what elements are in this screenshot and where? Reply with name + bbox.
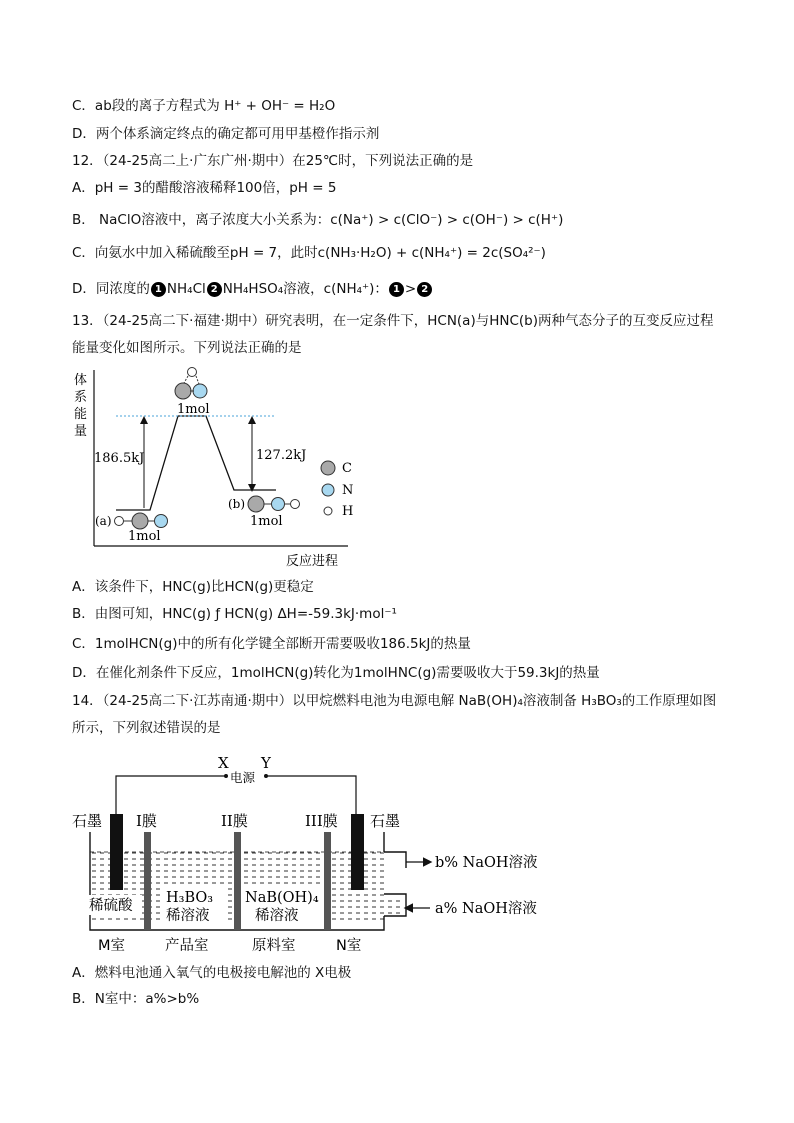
legend-h-swatch — [324, 507, 332, 515]
y-axis-label-4: 量 — [74, 424, 88, 439]
a-label: (a) — [95, 514, 112, 528]
graphite-electrode-left — [110, 814, 123, 890]
q11-option-c: C．ab段的离子方程式为 H⁺ + OH⁻ = H₂O — [72, 98, 336, 114]
legend-h-label: H — [342, 504, 354, 519]
q11-option-d: D．两个体系滴定终点的确定都可用甲基橙作指示剂 — [72, 126, 380, 142]
membrane-1 — [144, 832, 151, 930]
circled-number-1: 1 — [389, 282, 404, 297]
legend — [321, 461, 353, 519]
y-axis-label-3: 能 — [74, 407, 88, 422]
y-label: Y — [261, 754, 271, 772]
q12-option-c: C．向氨水中加入稀硫酸至pH = 7，此时c(NH₃·H₂O) + c(NH₄⁺) = 2c(SO₄²⁻) — [72, 245, 546, 261]
right-barrier-label: 127.2kJ — [256, 448, 307, 463]
chamber-label-product: 产品室 — [165, 938, 209, 954]
q13-stem-line2: 能量变化如图所示。下列说法正确的是 — [72, 340, 302, 356]
membrane-2 — [234, 832, 241, 930]
q14-option-b: B．N室中：a%>b% — [72, 991, 200, 1007]
hcn-molecule — [115, 513, 168, 529]
y-axis-label-1: 体 — [74, 373, 88, 388]
q12-option-b: B． NaClO溶液中，离子浓度大小关系为：c(Na⁺) > c(ClO⁻) > c(OH⁻) > c(H⁺) — [72, 212, 564, 228]
q13-option-b: B．由图可知，HNC(g) ƒ HCN(g) ΔH=-59.3kJ·mol⁻¹ — [72, 606, 397, 622]
x-label: X — [218, 754, 229, 772]
inflow-label: a% NaOH溶液 — [435, 901, 537, 917]
q12-stem: 12．（24-25高二上·广东广州·期中）在25℃时，下列说法正确的是 — [72, 153, 474, 169]
transition-state-molecule — [175, 368, 207, 400]
power-source-label: 电源 — [230, 770, 256, 785]
y-axis-label-2: 系 — [74, 390, 88, 405]
product-solution-label-2: 稀溶液 — [166, 908, 210, 924]
q14-stem-line1: 14．（24-25高二下·江苏南通·期中）以甲烷燃料电池为电源电解 NaB(OH)₄溶液制备 H₃BO₃的工作原理如图 — [72, 693, 717, 709]
a-mol-label: 1mol — [128, 529, 161, 544]
q13-stem-line1: 13．（24-25高二下·福建·期中）研究表明，在一定条件下，HCN(a)与HNC(b)两种气态分子的互变反应过程 — [72, 313, 714, 329]
chamber-label-m: M室 — [98, 938, 126, 954]
graphite-left-label: 石墨 — [72, 812, 103, 830]
q12-option-a: A．pH = 3的醋酸溶液稀释100倍，pH = 5 — [72, 180, 337, 196]
graphite-right-label: 石墨 — [370, 812, 401, 830]
q13-option-d: D．在催化剂条件下反应，1molHCN(g)转化为1molHNC(g)需要吸收大于59.3kJ的热量 — [72, 665, 600, 681]
circled-number-2: 2 — [207, 282, 222, 297]
graphite-electrode-right — [351, 814, 364, 890]
hnc-molecule — [248, 496, 300, 512]
chamber-label-n: N室 — [336, 938, 362, 954]
chamber-label-raw: 原料室 — [252, 938, 296, 954]
membrane-2-label: II膜 — [221, 812, 248, 830]
b-label: (b) — [228, 497, 246, 511]
circled-number-1: 1 — [151, 282, 166, 297]
membrane-3-label: III膜 — [305, 812, 338, 830]
raw-solution-label-2: 稀溶液 — [255, 908, 299, 924]
q13-option-a: A．该条件下，HNC(g)比HCN(g)更稳定 — [72, 579, 314, 595]
legend-n-swatch — [322, 484, 334, 496]
energy-diagram — [68, 362, 368, 574]
product-solution-label-1: H₃BO₃ — [166, 890, 214, 906]
left-barrier-label: 186.5kJ — [94, 451, 145, 466]
legend-c-swatch — [321, 461, 335, 475]
raw-solution-label-1: NaB(OH)₄ — [245, 890, 319, 906]
legend-n-label: N — [342, 483, 354, 498]
wire-right — [266, 776, 356, 816]
ts-label: 1mol — [177, 402, 210, 417]
b-mol-label: 1mol — [250, 514, 283, 529]
membrane-3 — [324, 832, 331, 930]
membrane-1-label: I膜 — [136, 812, 157, 830]
circled-number-2: 2 — [417, 282, 432, 297]
outlet-tube — [384, 852, 406, 868]
q14-stem-line2: 所示，下列叙述错误的是 — [72, 720, 221, 736]
q14-option-a: A．燃料电池通入氧气的电极接电解池的 X电极 — [72, 965, 352, 981]
electrolysis-cell-diagram — [68, 748, 558, 960]
legend-c-label: C — [342, 461, 352, 476]
outflow-label: b% NaOH溶液 — [435, 855, 538, 871]
m-solution-label: 稀硫酸 — [89, 898, 133, 914]
q13-option-c: C．1molHCN(g)中的所有化学键全部断开需要吸收186.5kJ的热量 — [72, 636, 471, 652]
x-axis-label: 反应进程 — [286, 554, 339, 569]
q12-option-d: D．同浓度的 1 NH₄Cl 2 NH₄HSO₄溶液，c(NH₄⁺)： 1 > 2 — [72, 280, 433, 298]
wire-left — [116, 776, 226, 816]
